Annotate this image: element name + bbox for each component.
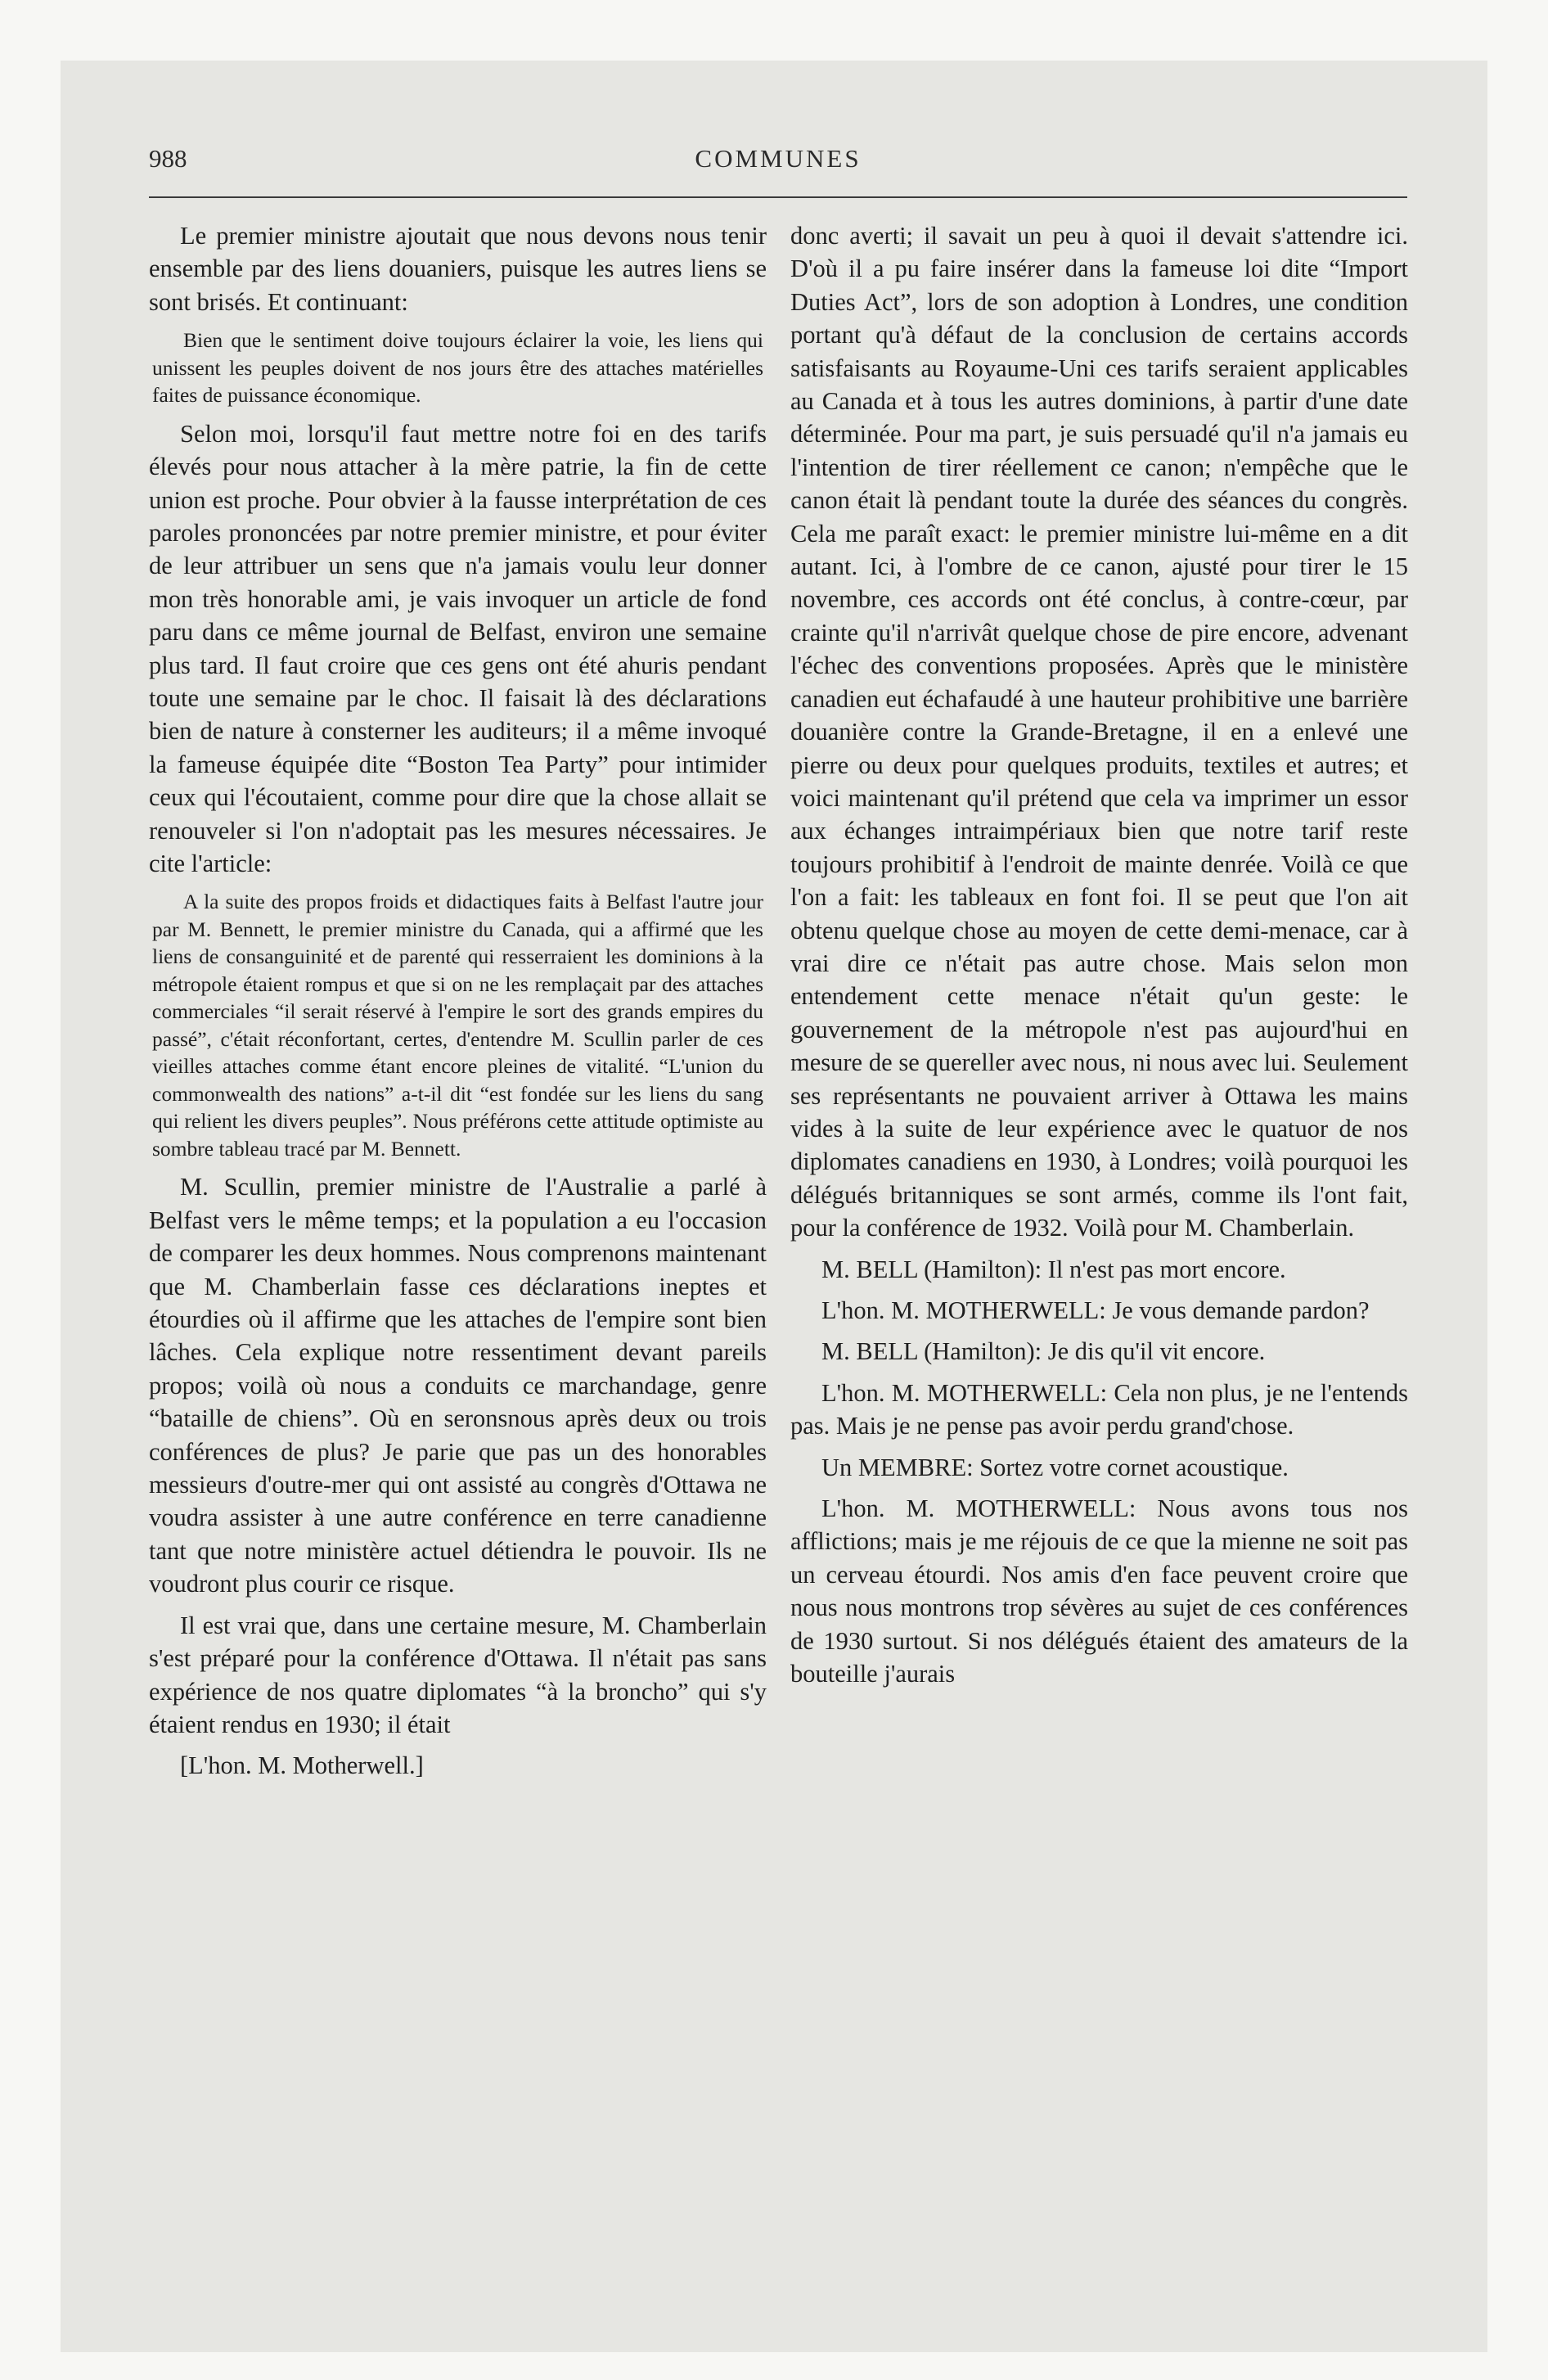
paragraph: L'hon. M. MOTHERWELL: Je vous demande pardon? [821,1296,1370,1324]
running-head: COMMUNES [695,144,862,173]
block-quote: Bien que le sentiment doive toujours éclairer la voie, les liens qui unissent les peuples doivent de nos jours être des attaches matérielles faites de puissance économique. [152,328,763,408]
paragraph: Le premier ministre ajoutait que nous devons nous tenir ensemble par des liens douaniers, puisque les autres liens se sont brisés. Et continuant: [149,222,767,316]
left-column [149,219,767,1791]
paragraph: M. BELL (Hamilton): Il n'est pas mort encore. [821,1255,1286,1283]
paragraph: donc averti; il savait un peu à quoi il devait s'attendre ici. D'où il a pu faire insérer dans la fameuse loi dite “Import Duties Act”, lors de son adoption à Londres, une condition portant qu'à défaut de la conclusion de certains accords satisfaisants au Royaume-Uni ces tarifs seraient applicables au Canada et à tous les autres dominions, à partir d'une date déterminée. Pour ma part, je suis persuadé qu'il n'a jamais eu l'intention de tirer réellement ce canon; n'empêche que le canon était là pendant toute la durée des séances du congrès. Cela me paraît exact: le premier ministre lui-même en a dit autant. Ici, à l'ombre de ce canon, ajusté pour tirer le 15 novembre, ces accords ont été conclus, à contre-cœur, par crainte qu'il n'arrivât quelque chose de pire encore, advenant l'échec des conventions proposées. Après que le ministère canadien eut échafaudé à une hauteur prohibitive une barrière douanière contre la Grande-Bretagne, il en a enlevé une pierre ou deux pour quelques produits, textiles et autres; et voici maintenant qu'il prétend que cela va imprimer un essor aux échanges intraimpériaux bien que notre tarif reste toujours prohibitif à l'endroit de mainte denrée. Voilà ce que l'on a fait: les tableaux en font foi. Il se peut que l'on ait obtenu quelque chose au moyen de cette demi-menace, car à vrai dire ce n'était pas autre chose. Mais selon mon entendement cette menace n'était qu'un geste: le gouvernement de la métropole n'est pas aujourd'hui en mesure de se quereller avec nous, ni nous avec lui. Seulement ses représentants ne pouvaient arriver à Ottawa les mains vides à la suite de leur expérience avec le quatuor de nos diplomates canadiens en 1930, à Londres; voilà pourquoi les délégués britanniques se sont armés, comme ils l'ont fait, pour la conférence de 1932. Voilà pour M. Chamberlain. [790,222,1408,1242]
paragraph: Un MEMBRE: Sortez votre cornet acoustique. [821,1453,1289,1481]
speaker-attribution: [L'hon. M. Motherwell.] [180,1751,424,1780]
paragraph: L'hon. M. MOTHERWELL: Nous avons tous nos afflictions; mais je me réjouis de ce que la mienne ne soit pas un cerveau étourdi. Nos amis d'en face peuvent croire que nous nous montrons trop sévères au sujet de ces conférences de 1930 surtout. Si nos délégués étaient des amateurs de la bouteille j'aurais [790,1494,1408,1688]
paragraph: M. Scullin, premier ministre de l'Australie a parlé à Belfast vers le même temps; et la population a eu l'occasion de comparer les deux hommes. Nous comprenons maintenant que M. Chamberlain fasse ces déclarations ineptes et étourdies où il affirme que les attaches de l'empire sont bien lâches. Cela explique notre ressentiment devant pareils propos; voilà où nous a conduits ce marchandage, genre “bataille de chiens”. Où en seronsnous après deux ou trois conférences de plus? Je parie que pas un des honorables messieurs d'outre-mer qui ont assisté au congrès d'Ottawa ne voudra assister à une autre conférence en terre canadienne tant que notre ministère actuel détiendra le pouvoir. Ils ne voudront plus courir ce risque. [149,1173,767,1598]
header-rule [149,196,1407,198]
paragraph: M. BELL (Hamilton): Je dis qu'il vit encore. [821,1337,1266,1366]
page-number: 988 [149,144,187,173]
paragraph: Selon moi, lorsqu'il faut mettre notre foi en des tarifs élevés pour nous attacher à la mère patrie, la fin de cette union est proche. Pour obvier à la fausse interprétation de ces paroles prononcées par notre premier ministre, et pour éviter de leur attribuer un sens que n'a jamais voulu leur donner mon très honorable ami, je vais invoquer un article de fond paru dans ce même journal de Belfast, environ une semaine plus tard. Il faut croire que ces gens ont été ahuris pendant toute une semaine par le choc. Il faisait là des déclarations bien de nature à consterner les auditeurs; il a même invoqué la fameuse équipée dite “Boston Tea Party” pour intimider ceux qui l'écoutaient, comme pour dire que la chose allait se renouveler si l'on n'adoptait pas les mesures nécessaires. Je cite l'article: [149,419,767,877]
page-header [149,144,1407,185]
block-quote: A la suite des propos froids et didactiques faits à Belfast l'autre jour par M. Bennett, le premier ministre du Canada, qui a affirmé que les liens de consanguinité et de parenté qui resserraient les dominions à la métropole étaient rompus et que si on ne les remplaçait par des attaches commerciales “il serait réservé à l'empire le sort des grands empires du passé”, c'était réconfortant, certes, d'entendre M. Scullin parler de ces vieilles attaches comme étant encore pleines de vitalité. “L'union du commonwealth des nations” a-t-il dit “est fondée sur les liens du sang qui relient les divers peuples”. Nous préférons cette attitude optimiste au sombre tableau tracé par M. Bennett. [152,890,763,1161]
right-column [790,219,1408,1698]
paragraph: Il est vrai que, dans une certaine mesure, M. Chamberlain s'est préparé pour la conférence d'Ottawa. Il n'était pas sans expérience de nos quatre diplomates “à la broncho” qui s'y étaient rendus en 1930; il était [149,1611,767,1738]
paragraph: L'hon. M. MOTHERWELL: Cela non plus, je ne l'entends pas. Mais je ne pense pas avoir perdu grand'chose. [790,1378,1408,1440]
